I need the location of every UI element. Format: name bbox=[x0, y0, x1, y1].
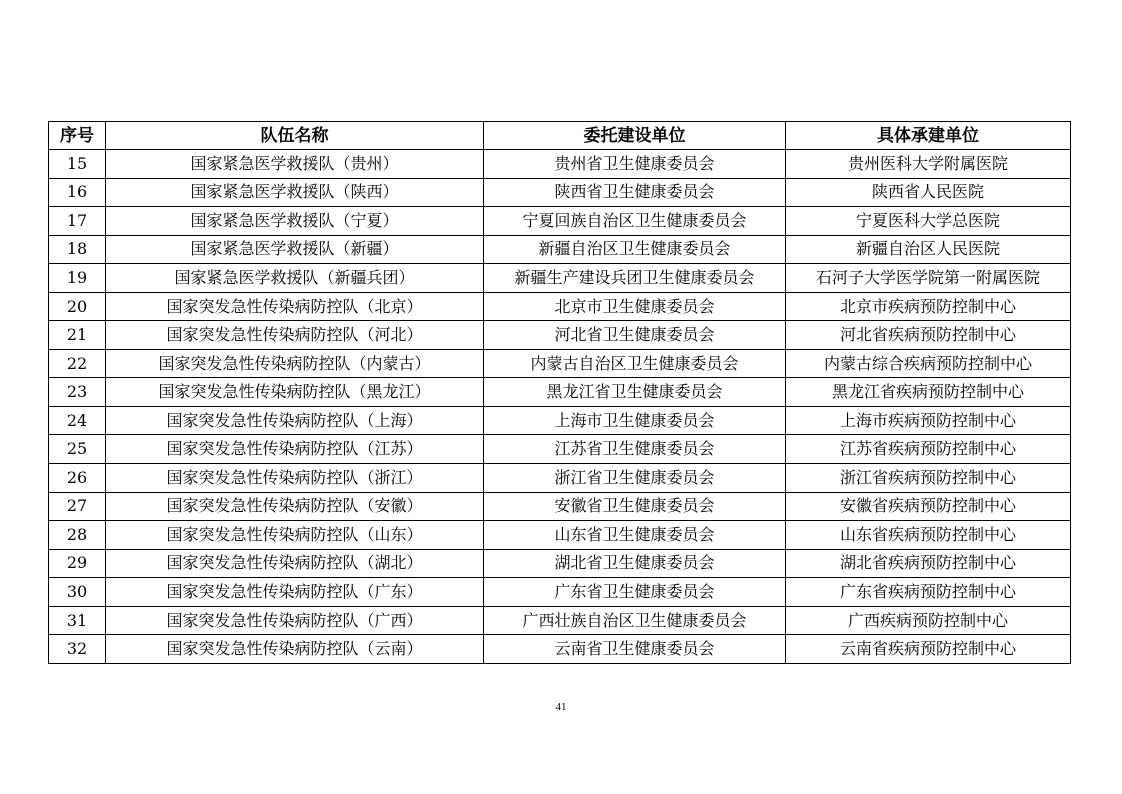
cell-building-unit: 新疆自治区人民医院 bbox=[786, 235, 1071, 264]
cell-team-name: 国家紧急医学救援队（陕西） bbox=[106, 178, 484, 207]
cell-serial-number: 26 bbox=[49, 464, 106, 493]
cell-team-name: 国家突发急性传染病防控队（江苏） bbox=[106, 435, 484, 464]
cell-serial-number: 17 bbox=[49, 207, 106, 236]
cell-building-unit: 云南省疾病预防控制中心 bbox=[786, 635, 1071, 664]
cell-entrusting-unit: 内蒙古自治区卫生健康委员会 bbox=[484, 349, 786, 378]
cell-building-unit: 黑龙江省疾病预防控制中心 bbox=[786, 378, 1071, 407]
cell-entrusting-unit: 北京市卫生健康委员会 bbox=[484, 292, 786, 321]
cell-serial-number: 21 bbox=[49, 321, 106, 350]
cell-serial-number: 18 bbox=[49, 235, 106, 264]
cell-serial-number: 15 bbox=[49, 150, 106, 179]
page-number: 41 bbox=[555, 701, 567, 713]
table-row bbox=[49, 606, 1071, 635]
cell-serial-number: 24 bbox=[49, 406, 106, 435]
cell-team-name: 国家突发急性传染病防控队（广西） bbox=[106, 606, 484, 635]
table-row bbox=[49, 435, 1071, 464]
cell-entrusting-unit: 山东省卫生健康委员会 bbox=[484, 521, 786, 550]
cell-building-unit: 北京市疾病预防控制中心 bbox=[786, 292, 1071, 321]
table-header-row bbox=[49, 122, 1071, 150]
cell-building-unit: 贵州医科大学附属医院 bbox=[786, 150, 1071, 179]
table-row bbox=[49, 378, 1071, 407]
cell-entrusting-unit: 黑龙江省卫生健康委员会 bbox=[484, 378, 786, 407]
table-row bbox=[49, 549, 1071, 578]
cell-building-unit: 广西疾病预防控制中心 bbox=[786, 606, 1071, 635]
team-table bbox=[48, 121, 1071, 664]
table-row bbox=[49, 492, 1071, 521]
cell-building-unit: 河北省疾病预防控制中心 bbox=[786, 321, 1071, 350]
header-building-unit: 具体承建单位 bbox=[786, 122, 1071, 150]
cell-team-name: 国家突发急性传染病防控队（广东） bbox=[106, 578, 484, 607]
cell-team-name: 国家紧急医学救援队（新疆兵团） bbox=[106, 264, 484, 293]
cell-serial-number: 31 bbox=[49, 606, 106, 635]
cell-building-unit: 内蒙古综合疾病预防控制中心 bbox=[786, 349, 1071, 378]
cell-team-name: 国家突发急性传染病防控队（内蒙古） bbox=[106, 349, 484, 378]
table-row bbox=[49, 178, 1071, 207]
cell-team-name: 国家突发急性传染病防控队（安徽） bbox=[106, 492, 484, 521]
cell-entrusting-unit: 浙江省卫生健康委员会 bbox=[484, 464, 786, 493]
cell-entrusting-unit: 河北省卫生健康委员会 bbox=[484, 321, 786, 350]
cell-entrusting-unit: 湖北省卫生健康委员会 bbox=[484, 549, 786, 578]
cell-building-unit: 湖北省疾病预防控制中心 bbox=[786, 549, 1071, 578]
cell-entrusting-unit: 广东省卫生健康委员会 bbox=[484, 578, 786, 607]
header-team-name: 队伍名称 bbox=[106, 122, 484, 150]
table-row bbox=[49, 207, 1071, 236]
cell-serial-number: 20 bbox=[49, 292, 106, 321]
cell-serial-number: 28 bbox=[49, 521, 106, 550]
cell-entrusting-unit: 上海市卫生健康委员会 bbox=[484, 406, 786, 435]
cell-entrusting-unit: 宁夏回族自治区卫生健康委员会 bbox=[484, 207, 786, 236]
cell-serial-number: 23 bbox=[49, 378, 106, 407]
cell-entrusting-unit: 安徽省卫生健康委员会 bbox=[484, 492, 786, 521]
cell-building-unit: 陕西省人民医院 bbox=[786, 178, 1071, 207]
cell-entrusting-unit: 新疆生产建设兵团卫生健康委员会 bbox=[484, 264, 786, 293]
cell-team-name: 国家突发急性传染病防控队（云南） bbox=[106, 635, 484, 664]
cell-team-name: 国家突发急性传染病防控队（北京） bbox=[106, 292, 484, 321]
cell-serial-number: 16 bbox=[49, 178, 106, 207]
cell-entrusting-unit: 陕西省卫生健康委员会 bbox=[484, 178, 786, 207]
cell-building-unit: 江苏省疾病预防控制中心 bbox=[786, 435, 1071, 464]
cell-team-name: 国家突发急性传染病防控队（山东） bbox=[106, 521, 484, 550]
cell-team-name: 国家突发急性传染病防控队（湖北） bbox=[106, 549, 484, 578]
cell-building-unit: 安徽省疾病预防控制中心 bbox=[786, 492, 1071, 521]
cell-building-unit: 浙江省疾病预防控制中心 bbox=[786, 464, 1071, 493]
header-serial-number: 序号 bbox=[49, 122, 106, 150]
table-row bbox=[49, 521, 1071, 550]
cell-building-unit: 广东省疾病预防控制中心 bbox=[786, 578, 1071, 607]
cell-entrusting-unit: 云南省卫生健康委员会 bbox=[484, 635, 786, 664]
cell-team-name: 国家突发急性传染病防控队（浙江） bbox=[106, 464, 484, 493]
cell-building-unit: 宁夏医科大学总医院 bbox=[786, 207, 1071, 236]
header-entrusting-unit: 委托建设单位 bbox=[484, 122, 786, 150]
table-row bbox=[49, 235, 1071, 264]
cell-team-name: 国家紧急医学救援队（贵州） bbox=[106, 150, 484, 179]
cell-serial-number: 19 bbox=[49, 264, 106, 293]
table-row bbox=[49, 578, 1071, 607]
table-row bbox=[49, 150, 1071, 179]
cell-building-unit: 石河子大学医学院第一附属医院 bbox=[786, 264, 1071, 293]
cell-serial-number: 22 bbox=[49, 349, 106, 378]
cell-serial-number: 27 bbox=[49, 492, 106, 521]
table-row bbox=[49, 635, 1071, 664]
cell-team-name: 国家突发急性传染病防控队（河北） bbox=[106, 321, 484, 350]
cell-team-name: 国家紧急医学救援队（宁夏） bbox=[106, 207, 484, 236]
table-row bbox=[49, 321, 1071, 350]
cell-building-unit: 山东省疾病预防控制中心 bbox=[786, 521, 1071, 550]
cell-entrusting-unit: 贵州省卫生健康委员会 bbox=[484, 150, 786, 179]
cell-serial-number: 30 bbox=[49, 578, 106, 607]
table-row bbox=[49, 264, 1071, 293]
table-row bbox=[49, 292, 1071, 321]
cell-building-unit: 上海市疾病预防控制中心 bbox=[786, 406, 1071, 435]
table-row bbox=[49, 349, 1071, 378]
cell-team-name: 国家紧急医学救援队（新疆） bbox=[106, 235, 484, 264]
cell-entrusting-unit: 江苏省卫生健康委员会 bbox=[484, 435, 786, 464]
cell-serial-number: 29 bbox=[49, 549, 106, 578]
cell-team-name: 国家突发急性传染病防控队（上海） bbox=[106, 406, 484, 435]
cell-entrusting-unit: 广西壮族自治区卫生健康委员会 bbox=[484, 606, 786, 635]
cell-serial-number: 25 bbox=[49, 435, 106, 464]
cell-entrusting-unit: 新疆自治区卫生健康委员会 bbox=[484, 235, 786, 264]
cell-team-name: 国家突发急性传染病防控队（黑龙江） bbox=[106, 378, 484, 407]
table-row bbox=[49, 406, 1071, 435]
cell-serial-number: 32 bbox=[49, 635, 106, 664]
table-row bbox=[49, 464, 1071, 493]
